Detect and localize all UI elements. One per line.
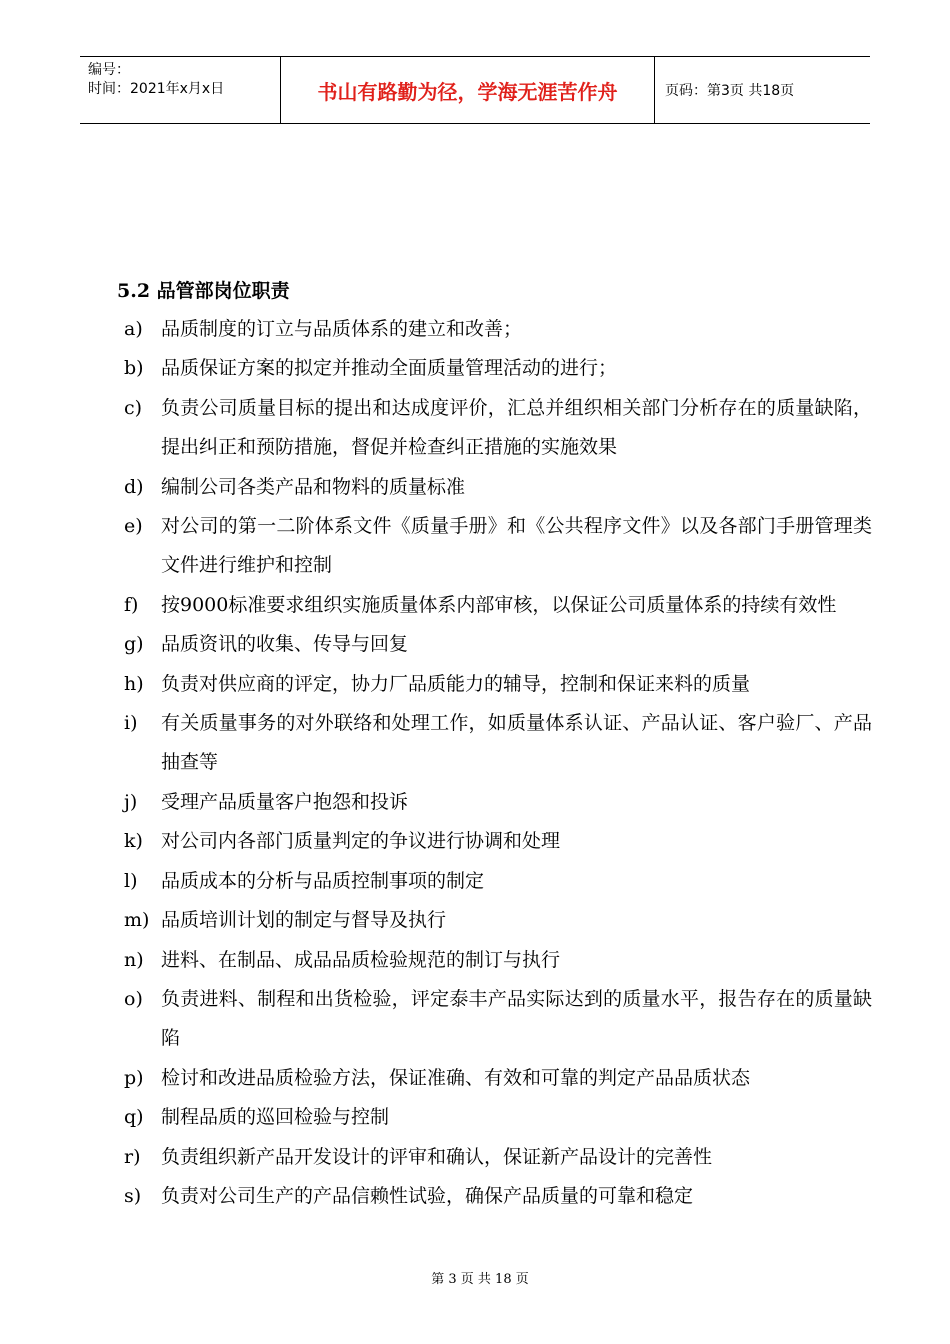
- list-item-letter: b): [124, 357, 144, 380]
- list-item: [124, 1138, 872, 1177]
- list-item-text: 受理产品质量客户抱怨和投诉: [161, 790, 409, 813]
- list-item: [124, 468, 872, 507]
- list-item-text: 进料、在制品、成品品质检验规范的制订与执行: [161, 948, 561, 971]
- list-item-text: 有关质量事务的对外联络和处理工作，如质量体系认证、产品认证、客户验厂、产品抽查等: [161, 712, 872, 774]
- list-item: [124, 1098, 872, 1137]
- list-item-text: 负责对公司生产的产品信赖性试验，确保产品质量的可靠和稳定: [161, 1184, 694, 1207]
- list-item-text: 对公司内各部门质量判定的争议进行协调和处理: [161, 830, 561, 853]
- document-number-label: 编号：: [88, 62, 130, 78]
- header-motto: 书山有路勤为径，学海无涯苦作舟: [281, 57, 655, 123]
- list-item-letter: n): [124, 948, 144, 971]
- list-item-text: 品质资讯的收集、传导与回复: [161, 633, 409, 656]
- list-item-letter: f): [124, 593, 139, 616]
- list-item-text: 品质制度的订立与品质体系的建立和改善；: [161, 318, 523, 340]
- footer-page-number: 第 3 页 共 18 页: [431, 1272, 529, 1287]
- list-item-letter: s): [124, 1184, 142, 1207]
- list-item: [124, 704, 872, 783]
- list-item-letter: i): [124, 712, 138, 735]
- list-item: [124, 1177, 872, 1216]
- list-item-text: 按9000标准要求组织实施质量体系内部审核，以保证公司质量体系的持续有效性: [161, 593, 837, 616]
- list-item-letter: q): [124, 1106, 144, 1129]
- list-item-letter: k): [124, 830, 143, 853]
- list-item-letter: r): [124, 1145, 141, 1168]
- list-item-letter: d): [124, 475, 144, 498]
- list-item-text: 对公司的第一二阶体系文件《质量手册》和《公共程序文件》以及各部门手册管理类文件进行维护和控制: [161, 515, 872, 577]
- list-item: [124, 822, 872, 861]
- list-item: [124, 783, 872, 822]
- list-item: [124, 980, 872, 1059]
- list-item: [124, 349, 872, 388]
- list-item: [124, 1059, 872, 1098]
- list-item-text: 负责对供应商的评定，协力厂品质能力的辅导，控制和保证来料的质量: [161, 672, 751, 695]
- list-item-letter: j): [124, 790, 138, 813]
- list-item: [124, 389, 872, 468]
- page-footer: [0, 1268, 950, 1287]
- page-header: [80, 56, 870, 124]
- list-item-text: 制程品质的巡回检验与控制: [161, 1106, 390, 1129]
- list-item-letter: c): [124, 396, 143, 419]
- list-item: [124, 507, 872, 586]
- list-item: [124, 862, 872, 901]
- list-item-letter: l): [124, 869, 138, 892]
- document-time-label: 时间：2021年x月x日: [88, 81, 225, 97]
- list-item-text: 负责进料、制程和出货检验，评定泰丰产品实际达到的质量水平，报告存在的质量缺陷: [161, 987, 872, 1050]
- list-item-letter: p): [124, 1066, 144, 1089]
- list-item-text: 品质成本的分析与品质控制事项的制定: [161, 869, 485, 892]
- list-item: [124, 941, 872, 980]
- duties-list: [124, 310, 872, 1216]
- section-title: 5.2 品管部岗位职责: [117, 280, 290, 302]
- list-item-letter: h): [124, 672, 144, 695]
- list-item-text: 品质保证方案的拟定并推动全面质量管理活动的进行；: [161, 357, 618, 380]
- list-item: [124, 310, 872, 349]
- list-item-letter: m): [124, 909, 150, 932]
- list-item-text: 编制公司各类产品和物料的质量标准: [161, 475, 466, 498]
- list-item-letter: g): [124, 633, 144, 656]
- list-item-letter: a): [124, 318, 143, 340]
- list-item-text: 检讨和改进品质检验方法，保证准确、有效和可靠的判定产品品质状态: [161, 1066, 751, 1089]
- list-item-text: 负责公司质量目标的提出和达成度评价，汇总并组织相关部门分析存在的质量缺陷，提出纠正和预防措施，督促并检查纠正措施的实施效果: [161, 396, 872, 459]
- list-item-letter: e): [124, 515, 143, 538]
- list-item: [124, 665, 872, 704]
- header-page-number: 页码：第3页 共18页: [665, 83, 795, 99]
- list-item-text: 品质培训计划的制定与督导及执行: [161, 909, 447, 932]
- list-item: [124, 901, 872, 940]
- list-item-text: 负责组织新产品开发设计的评审和确认，保证新产品设计的完善性: [161, 1145, 713, 1168]
- list-item: [124, 625, 872, 664]
- header-meta: [80, 57, 281, 123]
- list-item-letter: o): [124, 987, 143, 1010]
- list-item: [124, 586, 872, 625]
